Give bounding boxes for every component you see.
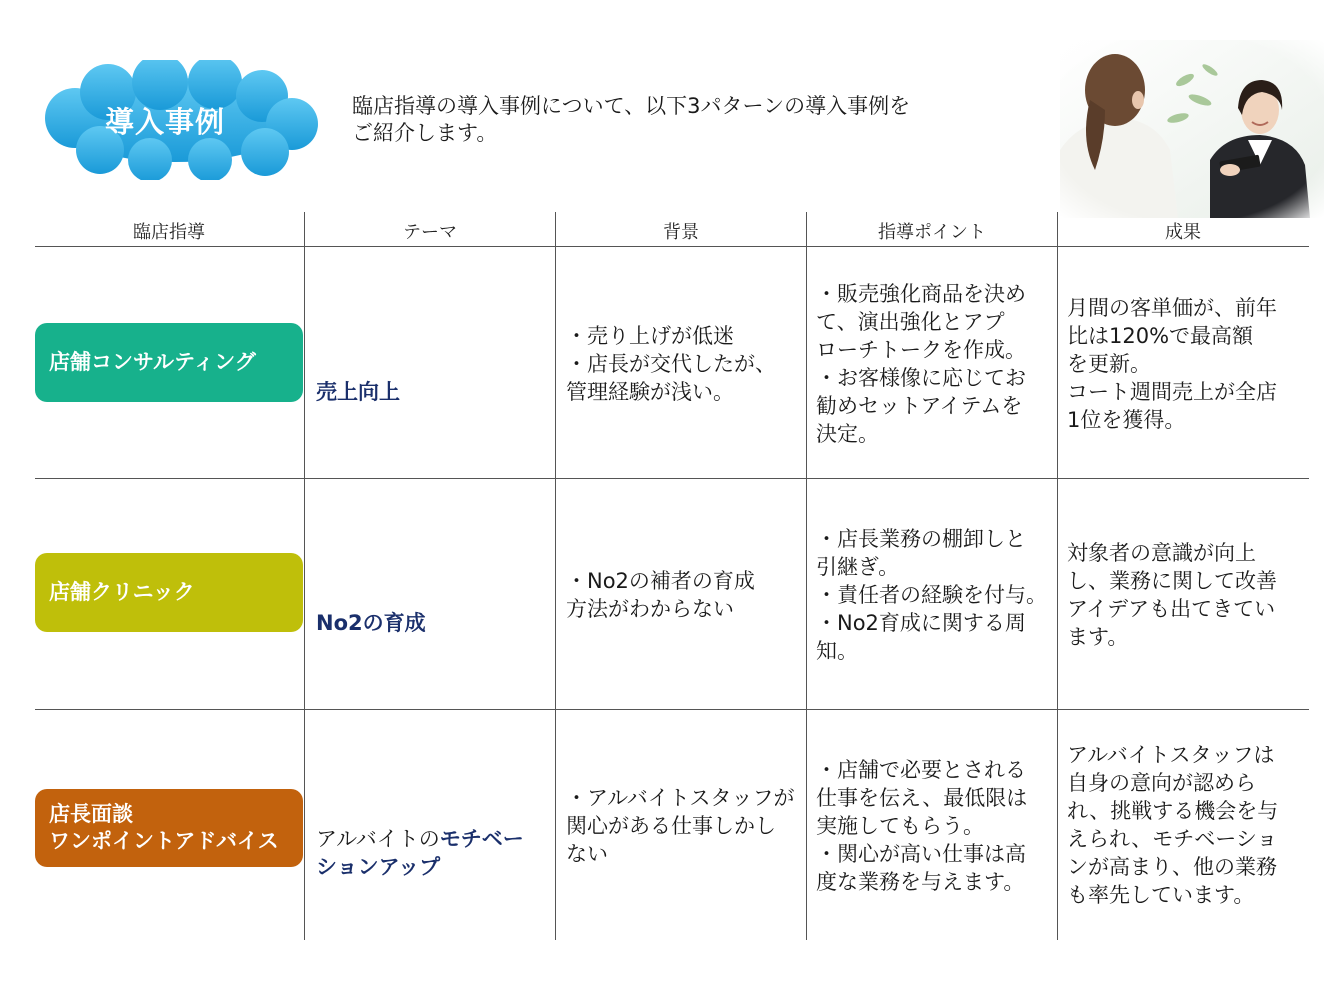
row-theme-prefix: アルバイトの xyxy=(316,827,440,851)
header-type: 臨店指導 xyxy=(133,222,205,243)
row-type-text: 店舗コンサルティング xyxy=(49,350,256,374)
row-results: アルバイトスタッフは 自身の意向が認めら れ、挑戦する機会を与 えられ、モチベーショ ンが高まり、他の業務 も率先しています。 xyxy=(1067,743,1279,907)
row-type-label xyxy=(35,323,303,402)
row-results: 月間の客単価が、前年 比は120%で最高額 を更新。 コート週間売上が全店 1位を獲得。 xyxy=(1067,296,1277,432)
row-theme xyxy=(316,797,551,881)
header-points: 指導ポイント xyxy=(878,222,986,243)
row-points: ・販売強化商品を決め て、演出強化とアプ ローチトークを作成。 ・お客様像に応じてお 勧めセットアイテムを 決定。 xyxy=(816,282,1026,446)
header-results: 成果 xyxy=(1165,222,1201,243)
row-type-text: 店舗クリニック xyxy=(49,580,195,604)
row-background: ・アルバイトスタッフが 関心がある仕事しかし ない xyxy=(566,786,795,866)
row-points: ・店長業務の棚卸しと 引継ぎ。 ・責任者の経験を付与。 ・No2育成に関する周 知。 xyxy=(816,527,1047,663)
row-background: ・売り上げが低迷 ・店長が交代したが、 管理経験が浅い。 xyxy=(566,324,776,404)
row-background: ・No2の補者の育成 方法がわからない xyxy=(566,569,755,621)
row-points: ・店舗で必要とされる 仕事を伝え、最低限は 実施してもらう。 ・関心が高い仕事は高 度な業務を与えます。 xyxy=(816,758,1028,894)
consultation-photo xyxy=(1060,40,1324,218)
row-theme xyxy=(316,350,551,406)
table-divider xyxy=(35,478,1309,479)
header-background: 背景 xyxy=(663,222,699,243)
row-theme-text: モチベー ションアップ xyxy=(316,827,524,879)
table-divider xyxy=(806,212,807,940)
intro-text: 臨店指導の導入事例について、以下3パターンの導入事例を ご紹介します。 xyxy=(352,94,911,145)
row-type-text: 店長面談 ワンポイントアドバイス xyxy=(49,802,279,853)
section-title: 導入事例 xyxy=(104,104,225,139)
table-divider xyxy=(35,246,1309,247)
row-theme-text: No2の育成 xyxy=(316,611,426,635)
row-results: 対象者の意識が向上 し、業務に関して改善 アイデアも出てきてい ます。 xyxy=(1067,541,1277,649)
row-theme-text: 売上向上 xyxy=(316,380,400,404)
row-theme xyxy=(316,581,551,637)
table-divider xyxy=(555,212,556,940)
row-type-label xyxy=(35,789,303,867)
table-divider xyxy=(35,709,1309,710)
table-divider xyxy=(304,212,305,940)
table-divider xyxy=(1057,212,1058,940)
row-type-label xyxy=(35,553,303,632)
section-title-cloud xyxy=(30,60,330,180)
header-theme: テーマ xyxy=(403,222,457,243)
